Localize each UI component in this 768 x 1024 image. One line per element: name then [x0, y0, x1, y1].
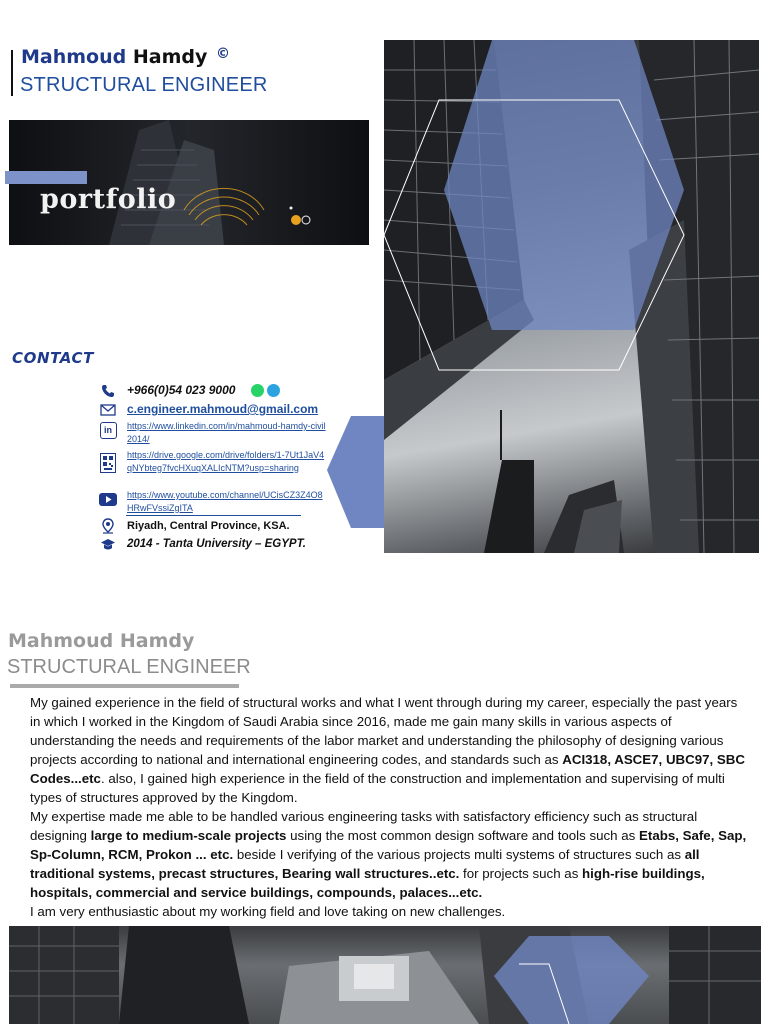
youtube-icon	[98, 491, 118, 507]
email-link[interactable]: c.engineer.mahmoud@gmail.com	[127, 402, 319, 416]
copyright-mark: ©	[216, 46, 230, 62]
bio-text	[30, 693, 750, 921]
section-name: Mahmoud Hamdy	[8, 630, 195, 652]
contact-heading: CONTACT	[12, 349, 94, 367]
banner-accent-strip	[5, 171, 87, 184]
graduation-cap-icon	[98, 537, 118, 553]
city-aerial-photo	[9, 926, 761, 1024]
location-icon	[98, 518, 118, 534]
whatsapp-icon[interactable]	[251, 384, 264, 397]
phone-number[interactable]: +966(0)54 023 9000	[127, 383, 236, 397]
linkedin-icon: in	[98, 422, 118, 438]
linkedin-link[interactable]: https://www.linkedin.com/in/mahmoud-hamdy-civil2014/	[127, 421, 326, 444]
header-name	[21, 46, 230, 68]
telegram-icon[interactable]	[267, 384, 280, 397]
email-icon	[98, 402, 118, 418]
drive-link[interactable]: https://drive.google.com/drive/folders/1-7Ut1JaV4qNYbteg7fvcHXuqXALIcNTM?usp=sharing	[127, 450, 325, 473]
last-name: Hamdy	[132, 46, 208, 68]
education-text: 2014 - Tanta University – EGYPT.	[127, 538, 306, 550]
bio-paragraph-3: I am very enthusiastic about my working field and love taking on new challenges.	[30, 904, 506, 919]
header-title: STRUCTURAL ENGINEER	[20, 74, 268, 96]
skyscraper-photo	[384, 40, 759, 553]
skyscraper-illustration	[384, 40, 759, 553]
links-divider	[126, 515, 301, 516]
first-name: Mahmoud	[21, 46, 127, 68]
phone-icon	[98, 383, 118, 399]
section-divider	[10, 684, 239, 688]
bio-paragraph-2: My expertise made me able to be handled various engineering tasks with satisfactory efficiency such as structural designing large to medium-scale projects using the most common design software and tools such as Etabs, Safe, Sap, Sp-Column, RCM, Prokon ... etc. beside I verifying of the various projects multi systems of structures such as all traditional systems, precast structures, Bearing wall structures..etc. for projects such as high-rise buildings, hospitals, commercial and service buildings, compounds, palaces...etc.	[30, 809, 747, 900]
name-accent-bar	[11, 50, 13, 96]
section-title: STRUCTURAL ENGINEER	[7, 656, 251, 678]
qr-code-icon	[98, 452, 118, 474]
youtube-link[interactable]: https://www.youtube.com/channel/UCisCZ3Z4O8HRwFVssiZgITA	[127, 490, 323, 513]
bio-paragraph-1: My gained experience in the field of structural works and what I went through during my career, especially the past years in which I worked in the Kingdom of Saudi Arabia since 2016, made me gain many skills in various aspects of understanding the needs and requirements of the labor market and understanding the philosophy of designing various projects according to national and international engineering codes, and standards such as ACI318, ASCE7, UBC97, SBC Codes...etc. also, I gained high experience in the field of the construction and implementation and supervising of multi types of structures approved by the Kingdom.	[30, 695, 746, 805]
city-illustration	[9, 926, 761, 1024]
portfolio-label: portfolio	[40, 184, 177, 215]
location-text: Riyadh, Central Province, KSA.	[127, 520, 290, 532]
